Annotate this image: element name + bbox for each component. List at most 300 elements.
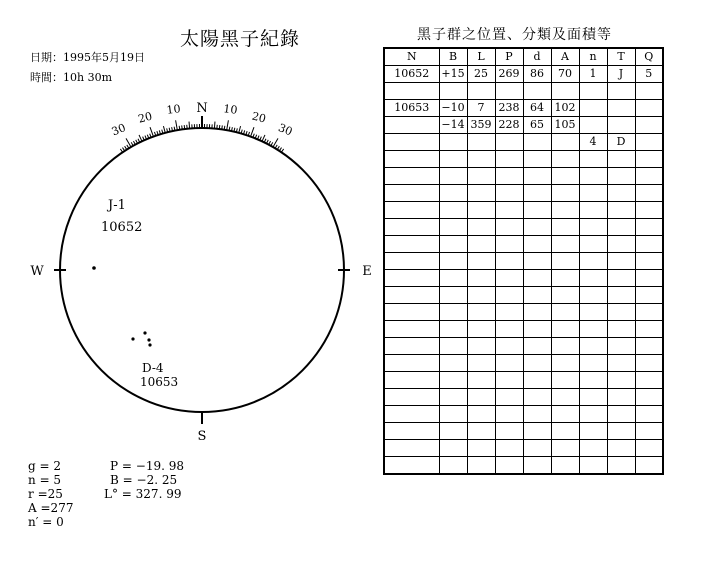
scale-tick (239, 126, 241, 133)
table-cell (384, 219, 439, 236)
table-cell (439, 372, 467, 389)
scale-label-left-10: 10 (165, 102, 182, 117)
table-cell (635, 423, 663, 440)
table-cell: 269 (495, 66, 523, 83)
table-cell (607, 253, 635, 270)
stat-p: P = −19. 98 (110, 459, 184, 473)
table-cell (635, 117, 663, 134)
table-cell: 359 (467, 117, 495, 134)
table-cell (495, 287, 523, 304)
table-cell (523, 168, 551, 185)
sunspot-10653-c (147, 338, 150, 341)
table-cell (551, 287, 579, 304)
column-header-b: B (439, 48, 467, 66)
table-cell (579, 219, 607, 236)
table-cell (607, 83, 635, 100)
table-cell (439, 321, 467, 338)
table-cell (579, 287, 607, 304)
table-cell (384, 304, 439, 321)
table-cell (579, 406, 607, 423)
table-cell (439, 270, 467, 287)
table-cell (439, 168, 467, 185)
table-row (384, 372, 663, 389)
table-cell (495, 338, 523, 355)
table-cell (523, 83, 551, 100)
scale-label-right-10: 10 (222, 102, 239, 117)
table-cell (579, 117, 607, 134)
table-cell (495, 321, 523, 338)
table-cell (439, 219, 467, 236)
column-header-n: N (384, 48, 439, 66)
table-cell (551, 304, 579, 321)
table-cell (635, 406, 663, 423)
table-cell (607, 457, 635, 475)
table-cell (551, 423, 579, 440)
table-cell (439, 389, 467, 406)
compass-north: N (196, 101, 208, 116)
table-cell (384, 151, 439, 168)
stat-g: g = 2 (28, 459, 62, 473)
table-row (384, 338, 663, 355)
table-row (384, 100, 663, 117)
table-cell (467, 270, 495, 287)
table-cell (551, 440, 579, 457)
compass-east: E (362, 264, 372, 279)
table-cell (579, 440, 607, 457)
table-cell (439, 457, 467, 475)
table-cell (523, 236, 551, 253)
table-cell (551, 83, 579, 100)
table-cell (635, 287, 663, 304)
table-cell (384, 202, 439, 219)
table-cell (635, 151, 663, 168)
table-cell (467, 253, 495, 270)
table-cell (579, 185, 607, 202)
table-header-row (384, 48, 663, 66)
column-header-l: L (467, 48, 495, 66)
table-cell (607, 355, 635, 372)
table-cell (467, 151, 495, 168)
table-cell (523, 423, 551, 440)
scale-label-left-30: 30 (109, 121, 128, 139)
table-cell (523, 355, 551, 372)
table-cell (551, 457, 579, 475)
table-cell: −14 (439, 117, 467, 134)
stat-b: B = −2. 25 (110, 473, 178, 487)
table-row (384, 219, 663, 236)
table-cell (635, 134, 663, 151)
solar-disk-outline (60, 128, 344, 412)
table-cell (467, 185, 495, 202)
table-row (384, 440, 663, 457)
table-cell (384, 440, 439, 457)
table-cell (551, 134, 579, 151)
table-cell: 25 (467, 66, 495, 83)
sunspot-10652 (92, 266, 96, 270)
table-cell (635, 372, 663, 389)
table-cell (579, 236, 607, 253)
table-cell (384, 134, 439, 151)
table-cell (467, 236, 495, 253)
table-cell (607, 100, 635, 117)
table-cell: 70 (551, 66, 579, 83)
region-2-type: D-4 (142, 361, 164, 375)
stat-n-prime: n′ = 0 (28, 515, 64, 529)
table-cell (495, 372, 523, 389)
table-cell: 86 (523, 66, 551, 83)
table-row (384, 168, 663, 185)
table-cell: 228 (495, 117, 523, 134)
table-cell (467, 440, 495, 457)
table-cell (384, 372, 439, 389)
table-cell (439, 287, 467, 304)
table-cell (384, 338, 439, 355)
table-row (384, 457, 663, 475)
table-cell (607, 372, 635, 389)
table-cell (495, 83, 523, 100)
table-cell (384, 457, 439, 475)
table-cell (551, 321, 579, 338)
table-cell (439, 423, 467, 440)
table-cell: 238 (495, 100, 523, 117)
table-cell: −10 (439, 100, 467, 117)
table-cell (495, 185, 523, 202)
table-cell (579, 100, 607, 117)
table-cell (495, 389, 523, 406)
table-cell (551, 270, 579, 287)
table-cell (607, 219, 635, 236)
table-row (384, 83, 663, 100)
scale-tick (120, 149, 122, 152)
table-cell (635, 270, 663, 287)
column-header-t: T (607, 48, 635, 66)
table-cell (579, 338, 607, 355)
table-cell (551, 389, 579, 406)
table-row (384, 185, 663, 202)
table-cell (551, 151, 579, 168)
table-cell (467, 457, 495, 475)
table-cell (579, 168, 607, 185)
column-header-n: n (579, 48, 607, 66)
table-cell (551, 406, 579, 423)
table-cell (384, 168, 439, 185)
scale-tick (227, 120, 229, 130)
table-cell (635, 83, 663, 100)
table-cell (607, 321, 635, 338)
table-cell (635, 457, 663, 475)
table-cell (523, 134, 551, 151)
column-header-p: P (495, 48, 523, 66)
table-cell (635, 219, 663, 236)
sunspot-group-table (383, 47, 664, 475)
column-header-d: d (523, 48, 551, 66)
table-cell: 1 (579, 66, 607, 83)
table-cell (607, 389, 635, 406)
column-header-a: A (551, 48, 579, 66)
table-cell (523, 151, 551, 168)
scale-tick (224, 126, 225, 130)
table-cell (467, 83, 495, 100)
table-cell (607, 168, 635, 185)
table-cell (579, 372, 607, 389)
table-cell (551, 202, 579, 219)
table-cell (579, 389, 607, 406)
table-cell (439, 236, 467, 253)
table-cell (523, 304, 551, 321)
table-cell (579, 355, 607, 372)
table-cell: 10653 (384, 100, 439, 117)
table-body (384, 66, 663, 475)
table-cell (551, 372, 579, 389)
table-cell (495, 253, 523, 270)
table-cell: J (607, 66, 635, 83)
stat-r: r =25 (28, 487, 63, 501)
table-cell (439, 185, 467, 202)
table-cell (384, 321, 439, 338)
table-cell (467, 338, 495, 355)
table-cell (635, 355, 663, 372)
table-cell (607, 185, 635, 202)
table-cell (579, 457, 607, 475)
table-cell (467, 202, 495, 219)
table-cell (384, 253, 439, 270)
scale-label-right-20: 20 (250, 109, 268, 126)
table-cell (523, 219, 551, 236)
table-cell (635, 236, 663, 253)
compass-south: S (197, 429, 207, 444)
table-cell (467, 389, 495, 406)
scale-tick (176, 120, 178, 130)
table-cell (551, 338, 579, 355)
table-cell (607, 236, 635, 253)
table-cell (551, 355, 579, 372)
table-row (384, 202, 663, 219)
table-cell (495, 168, 523, 185)
table-cell (523, 253, 551, 270)
table-cell (579, 321, 607, 338)
scale-tick (279, 148, 281, 151)
table-cell: +15 (439, 66, 467, 83)
table-cell (523, 270, 551, 287)
table-cell: 4 (579, 134, 607, 151)
scale-tick (214, 122, 215, 129)
table-cell (523, 406, 551, 423)
table-cell (635, 202, 663, 219)
table-cell (579, 83, 607, 100)
sunspot-10653-d (148, 343, 151, 346)
table-cell (495, 134, 523, 151)
table-cell (523, 372, 551, 389)
table-cell (495, 457, 523, 475)
table-cell (439, 253, 467, 270)
table-cell (439, 83, 467, 100)
table-cell (523, 457, 551, 475)
table-cell (495, 236, 523, 253)
table-row (384, 134, 663, 151)
table-cell (439, 134, 467, 151)
table-row (384, 236, 663, 253)
table-row (384, 287, 663, 304)
region-1-type: J-1 (108, 198, 126, 213)
table-row (384, 253, 663, 270)
table-cell (467, 406, 495, 423)
table-cell (607, 304, 635, 321)
scale-tick (139, 135, 142, 141)
table-cell (607, 440, 635, 457)
table-cell: 10652 (384, 66, 439, 83)
table-cell (579, 202, 607, 219)
table-cell (384, 236, 439, 253)
scale-tick (222, 125, 223, 129)
table-cell (607, 202, 635, 219)
scale-tick (281, 149, 283, 152)
table-cell (495, 355, 523, 372)
scale-tick (122, 148, 124, 151)
scale-tick (163, 126, 165, 133)
table-cell: 105 (551, 117, 579, 134)
table-row (384, 406, 663, 423)
stat-n: n = 5 (28, 473, 62, 487)
stat-l0: L° = 327. 99 (104, 487, 182, 501)
table-cell (551, 185, 579, 202)
column-header-q: Q (635, 48, 663, 66)
table-cell (635, 338, 663, 355)
table-cell (579, 270, 607, 287)
table-cell (495, 423, 523, 440)
scale-tick (179, 126, 180, 130)
time-line: 時間：10h 30m (30, 71, 113, 84)
table-cell (439, 202, 467, 219)
table-cell (551, 168, 579, 185)
table-cell (579, 423, 607, 440)
compass-west: W (30, 264, 44, 279)
table-cell (635, 100, 663, 117)
table-row (384, 423, 663, 440)
table-cell (495, 270, 523, 287)
scale-label-left-20: 20 (136, 109, 154, 126)
table-cell (439, 355, 467, 372)
table-row (384, 66, 663, 83)
table-cell (551, 253, 579, 270)
table-cell (384, 406, 439, 423)
table-cell (607, 151, 635, 168)
scale-label-right-30: 30 (276, 121, 295, 139)
table-cell (607, 117, 635, 134)
table-title: 黑子群之位置、分類及面積等 (417, 27, 612, 43)
table-cell (495, 151, 523, 168)
table-cell: 64 (523, 100, 551, 117)
table-cell (523, 287, 551, 304)
table-cell (635, 304, 663, 321)
table-cell (523, 321, 551, 338)
table-cell: D (607, 134, 635, 151)
table-cell (579, 253, 607, 270)
table-cell (467, 219, 495, 236)
table-cell (439, 151, 467, 168)
table-cell (635, 185, 663, 202)
table-cell: 5 (635, 66, 663, 83)
table-row (384, 270, 663, 287)
scale-tick (182, 125, 183, 129)
table-cell: 102 (551, 100, 579, 117)
table-cell (467, 304, 495, 321)
table-cell (467, 287, 495, 304)
scale-tick (189, 122, 190, 129)
table-cell (635, 168, 663, 185)
table-cell (439, 406, 467, 423)
table-cell (467, 134, 495, 151)
table-row (384, 151, 663, 168)
table-row (384, 117, 663, 134)
table-cell (495, 440, 523, 457)
table-cell (579, 151, 607, 168)
table-cell (467, 168, 495, 185)
table-cell (523, 338, 551, 355)
table-cell (384, 389, 439, 406)
table-row (384, 355, 663, 372)
table-row (384, 321, 663, 338)
table-cell (635, 253, 663, 270)
table-cell (439, 440, 467, 457)
sunspot-10653-a (131, 337, 134, 340)
table-cell (384, 355, 439, 372)
region-1-number: 10652 (101, 220, 143, 235)
table-cell (495, 304, 523, 321)
region-2-number: 10653 (140, 375, 179, 389)
table-cell (635, 389, 663, 406)
table-cell (523, 202, 551, 219)
stat-a: A =277 (28, 501, 74, 515)
table-cell: 65 (523, 117, 551, 134)
table-cell (495, 219, 523, 236)
table-cell (384, 117, 439, 134)
table-cell (523, 440, 551, 457)
table-cell (467, 372, 495, 389)
table-cell (607, 406, 635, 423)
table-cell (384, 287, 439, 304)
table-cell (607, 423, 635, 440)
table-cell (439, 338, 467, 355)
table-cell (495, 406, 523, 423)
table-cell (635, 440, 663, 457)
table-cell (635, 321, 663, 338)
table-cell: 7 (467, 100, 495, 117)
table-cell (523, 185, 551, 202)
sunspot-10653-b (143, 331, 146, 334)
table-cell (523, 389, 551, 406)
date-line: 日期：1995年5月19日 (30, 51, 145, 64)
table-cell (467, 321, 495, 338)
table-cell (384, 185, 439, 202)
table-cell (384, 83, 439, 100)
table-cell (439, 304, 467, 321)
table-cell (467, 355, 495, 372)
table-row (384, 389, 663, 406)
table-cell (384, 423, 439, 440)
table-cell (579, 304, 607, 321)
table-cell (551, 219, 579, 236)
table-cell (384, 270, 439, 287)
table-cell (467, 423, 495, 440)
table-row (384, 304, 663, 321)
scale-tick (262, 135, 265, 141)
table-cell (551, 236, 579, 253)
record-title: 太陽黑子紀錄 (180, 28, 301, 50)
table-cell (607, 287, 635, 304)
table-cell (607, 338, 635, 355)
table-cell (607, 270, 635, 287)
table-cell (495, 202, 523, 219)
